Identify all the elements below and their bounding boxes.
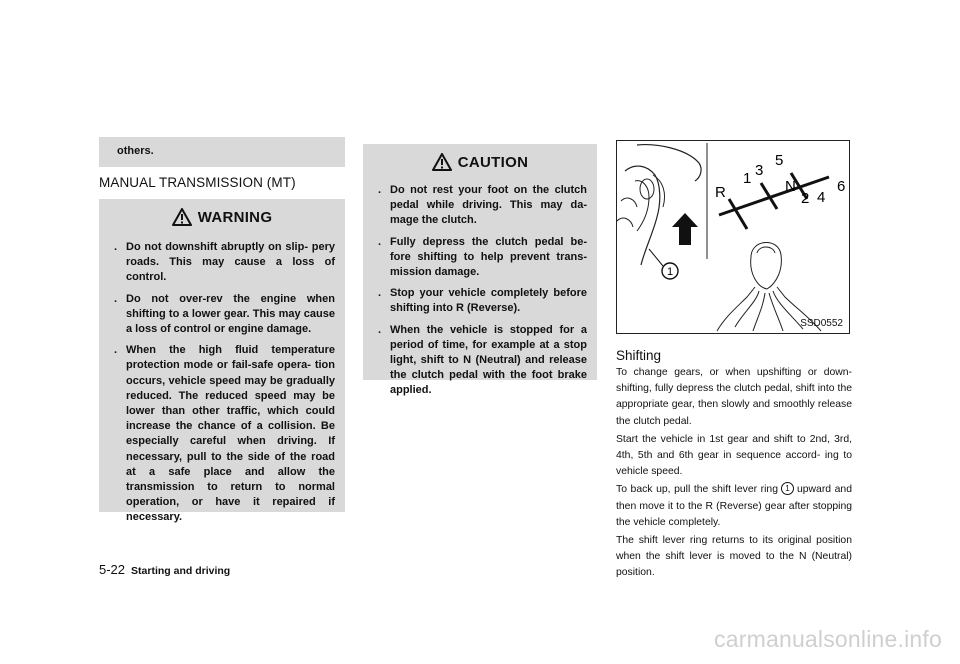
list-item: . When the high fluid temperature protection mode or fail-safe opera- tion occurs, vehicle speed may be gradually reduced. The reduced speed may be lower than other traffic, which could increase the chance of a collision. Be especially careful when driving. If necessary, pull to the side of the road at a safe place and allow the transmission to return to normal operation, or have it repaired if necessary. bbox=[114, 344, 335, 524]
continued-text: others. bbox=[117, 145, 154, 157]
svg-text:3: 3 bbox=[755, 162, 764, 179]
caution-title-row bbox=[363, 153, 597, 171]
page-footer bbox=[99, 562, 230, 577]
list-item: . Stop your vehicle completely before shifting into R (Reverse). bbox=[378, 287, 587, 315]
list-item: . Do not rest your foot on the clutch pedal while driving. This may da- mage the clutch. bbox=[378, 184, 587, 227]
caution-list bbox=[363, 183, 597, 399]
section-heading: MANUAL TRANSMISSION (MT) bbox=[99, 175, 296, 190]
list-item: . When the vehicle is stopped for a period of time, for example at a stop light, shift to N (Neutral) and release the clutch pedal with the foot brake applied. bbox=[378, 323, 587, 397]
paragraph: To back up, pull the shift lever ring 1 upward and then move it to the R (Reverse) gear after stopping the vehicle completely. bbox=[616, 484, 852, 528]
figure-code: SSD0552 bbox=[800, 318, 843, 329]
warning-list bbox=[99, 240, 345, 526]
paragraph: The shift lever ring returns to its original position when the shift lever is moved to the N (Neutral) position. bbox=[616, 535, 852, 579]
svg-text:R: R bbox=[715, 184, 726, 201]
paragraph: Start the vehicle in 1st gear and shift to 2nd, 3rd, 4th, 5th and 6th gear in sequence accord- ing to vehicle speed. bbox=[616, 433, 852, 478]
warning-box bbox=[99, 199, 345, 524]
callout-1-icon bbox=[662, 263, 678, 279]
warning-triangle-icon bbox=[172, 208, 192, 226]
svg-text:4: 4 bbox=[817, 189, 826, 206]
shifting-body bbox=[616, 365, 852, 584]
shift-pattern-icon bbox=[719, 173, 829, 229]
warning-title: WARNING bbox=[197, 208, 273, 226]
list-item: . Do not downshift abruptly on slip- pery roads. This may cause a loss of control. bbox=[114, 241, 335, 284]
page-number: 5-22 bbox=[99, 562, 126, 577]
svg-text:2: 2 bbox=[801, 190, 810, 207]
watermark: carmanualsonline.info bbox=[714, 626, 942, 652]
paragraph: To change gears, or when upshifting or down- shifting, fully depress the clutch pedal, shift into the appropriate gear, then slowly and smoothly release the clutch pedal. bbox=[616, 367, 852, 427]
svg-text:5: 5 bbox=[775, 152, 784, 169]
continued-text-box bbox=[99, 137, 345, 167]
warning-title-row bbox=[99, 208, 345, 226]
section-name: Starting and driving bbox=[131, 565, 231, 577]
warning-triangle-icon bbox=[432, 153, 452, 171]
svg-text:1: 1 bbox=[666, 266, 674, 278]
caution-title: CAUTION bbox=[457, 153, 529, 171]
list-item: . Fully depress the clutch pedal be- fore shifting to help prevent trans- mission damage. bbox=[378, 235, 587, 279]
caution-box bbox=[363, 144, 597, 397]
svg-text:N: N bbox=[785, 178, 796, 195]
subsection-heading: Shifting bbox=[616, 348, 662, 363]
callout-1-icon: 1 bbox=[781, 482, 794, 495]
svg-text:1: 1 bbox=[743, 170, 752, 187]
shift-pattern-figure bbox=[616, 140, 850, 334]
list-item: . Do not over-rev the engine when shifting to a lower gear. This may cause a loss of control or engine damage. bbox=[114, 292, 335, 336]
svg-text:6: 6 bbox=[837, 178, 846, 195]
shift-lever-illustration bbox=[617, 141, 849, 333]
